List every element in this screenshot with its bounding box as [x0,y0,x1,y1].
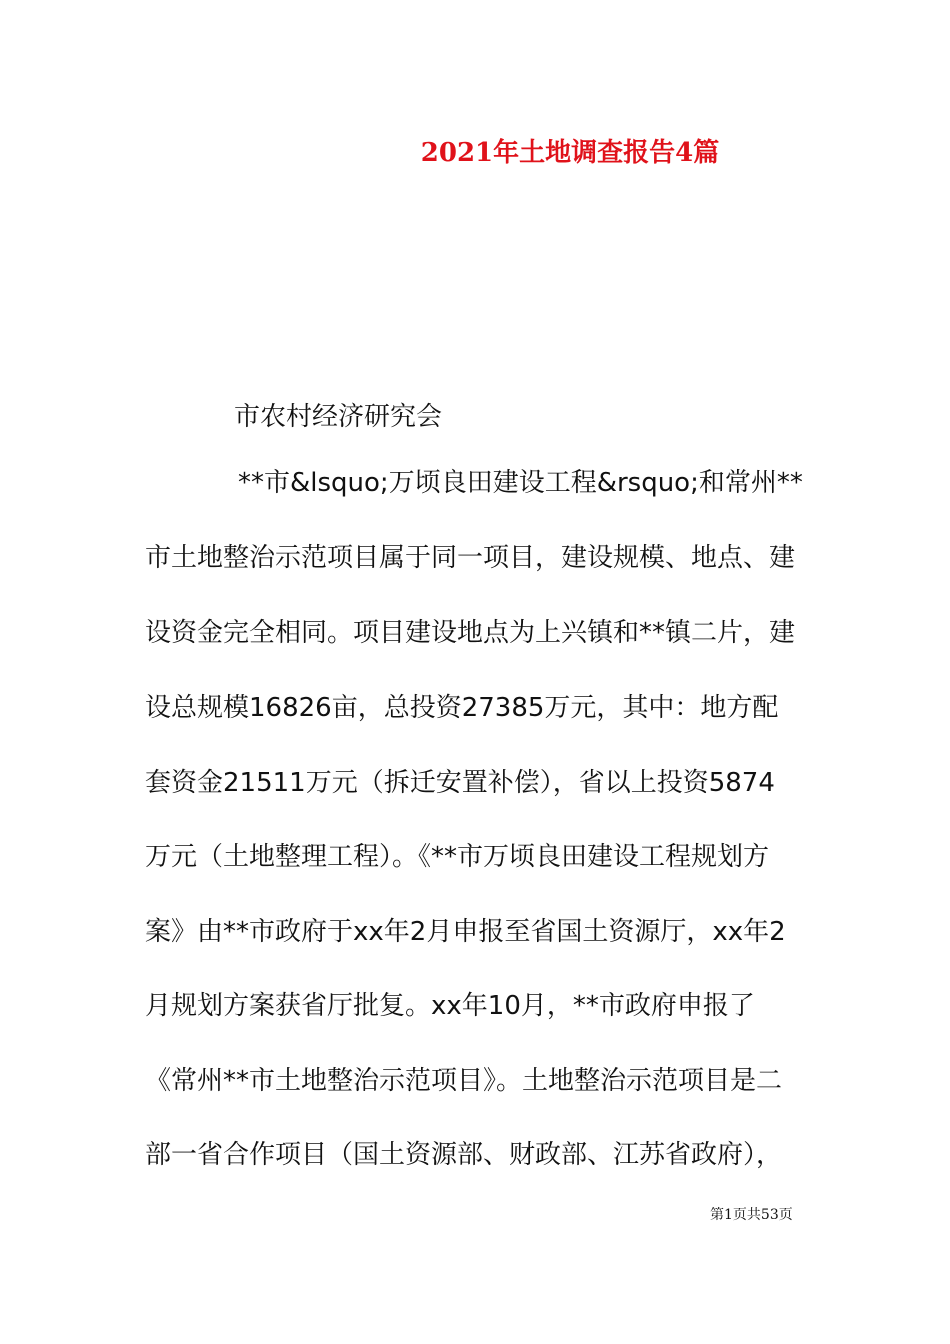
page-number-footer: 第1页共53页 [710,1207,793,1223]
paragraph-line-9: 《常州**市土地整治示范项目》。土地整治示范项目是二 [145,1066,783,1096]
paragraph-line-3: 设资金完全相同。项目建设地点为上兴镇和**镇二片，建 [145,618,796,648]
paragraph-line-6: 万元（土地整理工程）。《**市万顷良田建设工程规划方 [145,842,770,872]
document-title: 2021年土地调查报告4篇 [420,138,720,168]
paragraph-line-1: **市&lsquo;万顷良田建设工程&rsquo;和常州** [238,468,803,498]
paragraph-line-5: 套资金21511万元（拆迁安置补偿），省以上投资5874 [145,768,775,798]
paragraph-line-10: 部一省合作项目（国土资源部、财政部、江苏省政府）， [145,1140,783,1170]
paragraph-line-4: 设总规模16826亩，总投资27385万元，其中：地方配 [145,693,779,723]
paragraph-line-7: 案》由**市政府于xx年2月申报至省国土资源厅，xx年2 [145,917,786,947]
author-line: 市农村经济研究会 [234,402,443,432]
paragraph-line-8: 月规划方案获省厅批复。xx年10月，**市政府申报了 [145,991,755,1021]
paragraph-line-2: 市土地整治示范项目属于同一项目，建设规模、地点、建 [145,543,796,573]
